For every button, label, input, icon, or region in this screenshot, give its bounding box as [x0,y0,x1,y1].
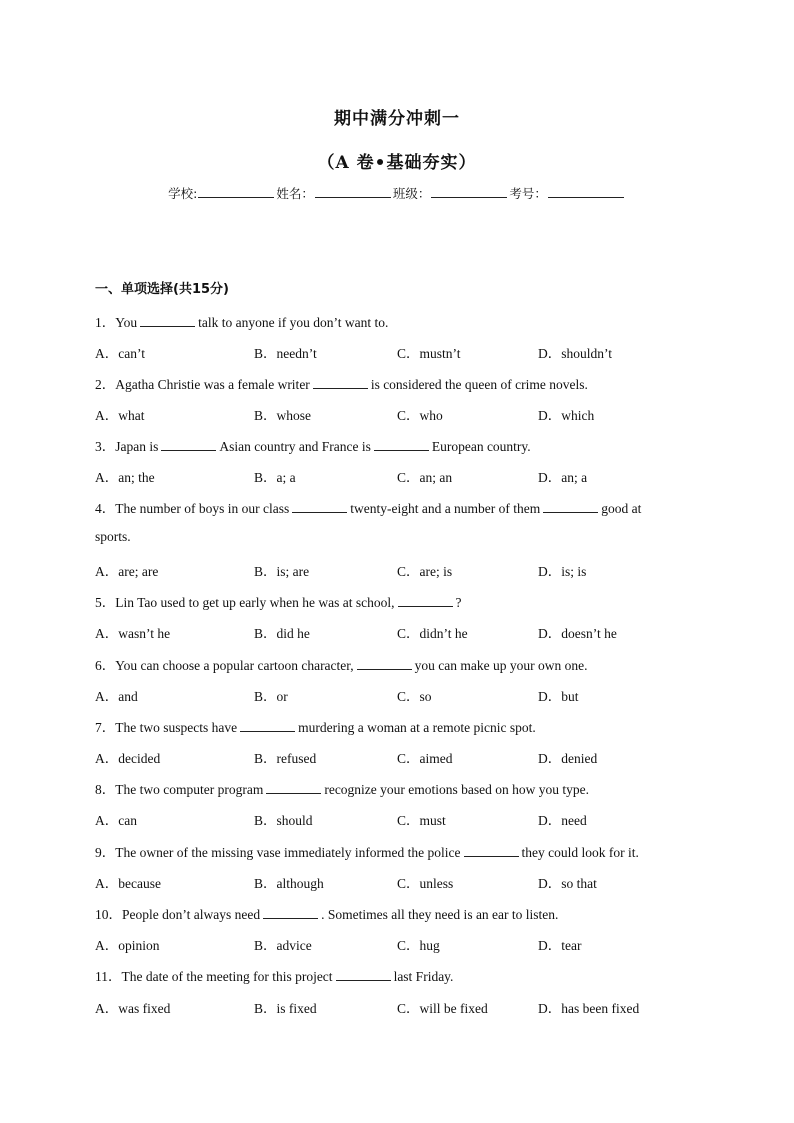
option-a[interactable]: A．decided [95,751,161,766]
option-a[interactable]: A．can’t [95,346,145,361]
option-d[interactable]: D．an; a [538,470,588,485]
question-8 [95,778,589,798]
question-number: 9． [95,845,116,860]
answer-blank[interactable] [161,438,216,451]
option-b[interactable]: B．or [254,689,288,704]
page-subtitle: （A 卷•基础夯实） [317,153,477,173]
option-b[interactable]: B．needn’t [254,346,317,361]
question-text: The two computer program [115,782,264,797]
option-c[interactable]: C．hug [397,938,440,953]
option-c[interactable]: C．mustn’t [397,346,461,361]
option-a[interactable]: A．an; the [95,470,155,485]
option-a[interactable]: A．are; are [95,564,159,579]
question-number: 8． [95,782,116,797]
question-text: You can choose a popular cartoon character, [115,658,354,673]
page-title: 期中满分冲刺一 [334,109,460,129]
question-number: 6． [95,658,116,673]
question-text: recognize your emotions based on how you type. [324,782,590,797]
name-label: 姓名： [276,186,314,201]
question-text: The two suspects have [115,720,238,735]
answer-blank[interactable] [357,657,412,670]
answer-blank[interactable] [398,594,453,607]
question-text: The date of the meeting for this project [121,969,333,984]
option-c[interactable]: C．will be fixed [397,1001,488,1016]
option-b[interactable]: B．should [254,813,313,828]
option-a[interactable]: A．opinion [95,938,160,953]
name-field[interactable] [315,185,391,198]
question-11 [95,965,453,985]
question-text: last Friday. [393,969,454,984]
option-d[interactable]: D．has been fixed [538,1001,640,1016]
question-text: murdering a woman at a remote picnic spot. [298,720,536,735]
option-b[interactable]: B．is fixed [254,1001,317,1016]
answer-blank[interactable] [313,376,368,389]
option-d[interactable]: D．doesn’t he [538,626,617,641]
question-7 [95,716,536,736]
question-text: you can make up your own one. [414,658,588,673]
class-field[interactable] [431,185,507,198]
class-label: 班级： [392,186,431,201]
option-b[interactable]: B．although [254,876,324,891]
option-d[interactable]: D．denied [538,751,598,766]
number-label: 考号： [509,186,547,201]
question-text: they could look for it. [521,845,639,860]
school-field[interactable] [198,185,274,198]
question-2 [95,373,588,393]
option-b[interactable]: B．whose [254,408,311,423]
answer-blank[interactable] [240,719,295,732]
question-6 [95,654,587,674]
option-c[interactable]: C．aimed [397,751,453,766]
student-info-line [0,184,794,202]
question-4 [95,497,641,517]
question-text: The number of boys in our class [115,501,290,516]
question-continuation: sports. [95,529,131,544]
option-a[interactable]: A．was fixed [95,1001,171,1016]
question-text: . Sometimes all they need is an ear to listen. [321,907,559,922]
option-b[interactable]: B．advice [254,938,312,953]
question-text: The owner of the missing vase immediately informed the police [115,845,461,860]
number-field[interactable] [548,185,624,198]
school-label: 学校: [168,186,198,201]
option-a[interactable]: A．what [95,408,145,423]
answer-blank[interactable] [464,844,519,857]
question-text: Japan is [115,439,159,454]
question-text: ? [455,595,462,610]
question-5 [95,591,462,611]
option-c[interactable]: C．who [397,408,443,423]
question-text: Lin Tao used to get up early when he was at school, [115,595,395,610]
question-number: 11． [95,969,122,984]
question-number: 5． [95,595,116,610]
option-d[interactable]: D．need [538,813,587,828]
question-number: 4． [95,501,116,516]
option-d[interactable]: D．so that [538,876,597,891]
option-a[interactable]: A．and [95,689,138,704]
question-1 [95,311,388,331]
option-a[interactable]: A．can [95,813,137,828]
option-b[interactable]: B．a; a [254,470,296,485]
option-b[interactable]: B．is; are [254,564,310,579]
question-text: is considered the queen of crime novels. [370,377,588,392]
option-c[interactable]: C．are; is [397,564,453,579]
option-b[interactable]: B．refused [254,751,317,766]
question-number: 1． [95,315,116,330]
section-heading: 一、单项选择(共15分) [95,282,229,297]
option-c[interactable]: C．didn’t he [397,626,468,641]
question-9 [95,841,639,861]
answer-blank[interactable] [292,500,347,513]
question-number: 7． [95,720,116,735]
question-10 [95,903,558,923]
option-c[interactable]: C．unless [397,876,454,891]
answer-blank[interactable] [336,968,391,981]
option-c[interactable]: C．an; an [397,470,453,485]
answer-blank[interactable] [374,438,429,451]
question-text: good at [601,501,642,516]
option-c[interactable]: C．must [397,813,446,828]
question-3 [95,435,531,455]
option-b[interactable]: B．did he [254,626,310,641]
answer-blank[interactable] [266,781,321,794]
option-d[interactable]: D．but [538,689,579,704]
question-text: talk to anyone if you don’t want to. [198,315,389,330]
question-number: 3． [95,439,116,454]
option-d[interactable]: D．shouldn’t [538,346,613,361]
question-number: 10． [95,907,122,922]
option-d[interactable]: D．which [538,408,595,423]
option-c[interactable]: C．so [397,689,432,704]
option-d[interactable]: D．is; is [538,564,587,579]
answer-blank[interactable] [263,906,318,919]
question-text: twenty-eight and a number of them [350,501,541,516]
question-text: People don’t always need [122,907,261,922]
question-text: European country. [431,439,531,454]
answer-blank[interactable] [543,500,598,513]
question-number: 2． [95,377,116,392]
option-d[interactable]: D．tear [538,938,582,953]
question-text: Asian country and France is [219,439,371,454]
question-text: You [115,315,138,330]
option-a[interactable]: A．because [95,876,161,891]
question-text: Agatha Christie was a female writer [115,377,310,392]
option-a[interactable]: A．wasn’t he [95,626,171,641]
answer-blank[interactable] [140,314,195,327]
